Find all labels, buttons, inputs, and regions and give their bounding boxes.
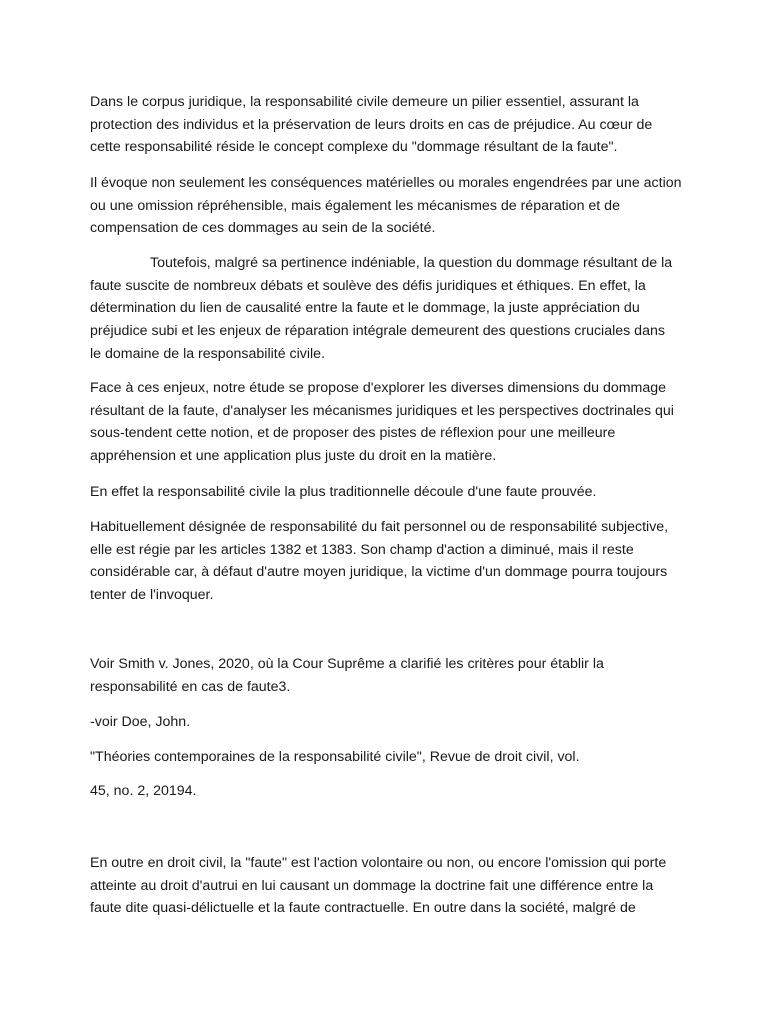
paragraph-1-line-2: protection des individus et la préservation de leurs droits en cas de préjudice. Au cœur de	[90, 116, 653, 133]
paragraph-3-line-4: préjudice subi et les enjeux de réparation intégrale demeurent des questions cruciales dans	[90, 323, 665, 340]
paragraph-6-line-1: Habituellement désignée de responsabilité du fait personnel ou de responsabilité subjective,	[90, 519, 669, 535]
paragraph-2-line-1: Il évoque non seulement les conséquences matérielles ou morales engendrées par une action	[90, 175, 682, 191]
paragraph-2-line-3: compensation de ces dommages au sein de la société.	[90, 220, 436, 237]
paragraph-6-line-2: elle est régie par les articles 1382 et 1383. Son champ d'action a diminué, mais il reste	[90, 541, 634, 558]
paragraph-4	[90, 377, 690, 468]
footnote-4-line-1: 45, no. 2, 20194.	[90, 783, 197, 799]
paragraph-2-line-2: ou une omission répréhensible, mais également les mécanismes de réparation et de	[90, 197, 620, 214]
paragraph-5-line-1: En effet la responsabilité civile la plus traditionnelle découle d'une faute prouvée.	[90, 484, 597, 500]
paragraph-closing-line-2: atteinte au droit d'autrui en lui causant un dommage la doctrine fait une différence entre la	[90, 877, 654, 894]
paragraph-3-line-3: détermination du lien de causalité entre la faute et le dommage, la juste appréciation du	[90, 300, 640, 317]
paragraph-closing	[90, 852, 690, 920]
paragraph-4-line-2: résultant de la faute, d'analyser les mécanismes juridiques et les perspectives doctrinales qui	[90, 402, 674, 419]
footnote-2	[90, 711, 690, 734]
paragraph-5	[90, 481, 690, 504]
paragraph-4-line-3: sous-tendent cette notion, et de proposer des pistes de réflexion pour une meilleure	[90, 425, 616, 442]
paragraph-6	[90, 516, 690, 607]
paragraph-3	[90, 252, 690, 366]
footnote-3-line-1: "Théories contemporaines de la responsabilité civile", Revue de droit civil, vol.	[90, 749, 580, 765]
paragraph-6-line-3: considérable car, à défaut d'autre moyen juridique, la victime d'un dommage pourra toujours	[90, 564, 668, 581]
paragraph-4-line-1: Face à ces enjeux, notre étude se propose d'explorer les diverses dimensions du dommage	[90, 380, 667, 396]
footnote-3	[90, 746, 690, 769]
paragraph-closing-line-3: faute dite quasi-délictuelle et la faute contractuelle. En outre dans la société, malgré de	[90, 900, 636, 917]
paragraph-3-line-5: le domaine de la responsabilité civile.	[90, 345, 326, 362]
paragraph-4-line-4: appréhension et une application plus juste du droit en la matière.	[90, 448, 497, 465]
footnote-2-line-1: -voir Doe, John.	[90, 714, 191, 730]
paragraph-6-line-4: tenter de l'invoquer.	[90, 587, 214, 604]
paragraph-3-line-1-text: Toutefois, malgré sa pertinence indéniable, la question du dommage résultant de la	[150, 255, 673, 271]
paragraph-closing-line-1: En outre en droit civil, la "faute" est l'action volontaire ou non, ou encore l'omission qui porte	[90, 855, 667, 871]
footnote-1-line-2: responsabilité en cas de faute3.	[90, 678, 291, 695]
footnote-4	[90, 780, 690, 803]
paragraph-1	[90, 91, 690, 159]
paragraph-3-line-2: faute suscite de nombreux débats et soulève des défis juridiques et éthiques. En effet, la	[90, 277, 646, 294]
paragraph-2	[90, 172, 690, 240]
footnote-1	[90, 653, 690, 698]
footnote-1-line-1: Voir Smith v. Jones, 2020, où la Cour Suprême a clarifié les critères pour établir la	[90, 656, 604, 672]
paragraph-3-line-1	[90, 252, 690, 275]
paragraph-1-line-3: cette responsabilité réside le concept complexe du "dommage résultant de la faute".	[90, 139, 618, 156]
paragraph-1-line-1: Dans le corpus juridique, la responsabilité civile demeure un pilier essentiel, assurant la	[90, 94, 639, 110]
